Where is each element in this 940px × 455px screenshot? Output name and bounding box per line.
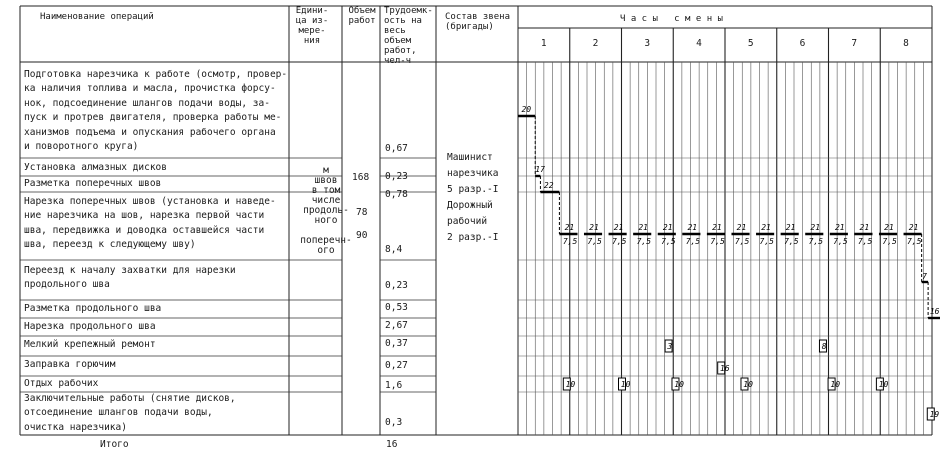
bar-cut-bottom-label: 7,5 xyxy=(734,237,750,246)
rest-box-label: 10 xyxy=(743,380,753,389)
final-box-label: 19 xyxy=(929,410,940,419)
header-crew: Состав звена (бригады) xyxy=(445,12,511,32)
hour-label: 6 xyxy=(799,38,806,49)
unit-cell: м швов в том числе продоль- ного поперечн- ого xyxy=(300,165,352,256)
operation-name: Разметка продольного шва xyxy=(24,303,162,314)
bar-cut-bottom-label: 7,5 xyxy=(882,237,897,246)
operation-name: Нарезка поперечных швов (установка и наведе- ние нарезчика на шов, нарезка первой части шва, передвижка и доводка оставшейся части шва, переезд к следующему шву) xyxy=(24,196,276,251)
operation-labor: 0,3 xyxy=(385,417,403,428)
bar-cut-top-label: 21 xyxy=(859,223,870,232)
operation-labor: 0,27 xyxy=(385,360,408,371)
operation-name: Заключительные работы (снятие дисков, отсоединение шлангов подачи воды, очистка нарезчика) xyxy=(24,393,236,433)
operation-labor: 1,6 xyxy=(385,380,403,391)
operation-name: Мелкий крепежный ремонт xyxy=(24,339,156,350)
bar-cut-top-label: 21 xyxy=(662,223,673,232)
bar-cut-bottom-label: 7,5 xyxy=(661,237,676,246)
bar-cut-bottom-label: 7,5 xyxy=(833,237,848,246)
repair-box-label: 3 xyxy=(667,342,673,351)
bar-cut-bottom-label: 7,5 xyxy=(612,237,627,246)
bar-cut-top-label: 21 xyxy=(908,223,919,232)
header-volume: Объем работ xyxy=(348,6,376,26)
bar-mark-label: 22 xyxy=(543,181,554,190)
volume-longitudinal: 78 xyxy=(356,207,368,218)
bar-cut-top-label: 21 xyxy=(810,223,821,232)
operation-name: Нарезка продольного шва xyxy=(24,321,156,332)
hour-label: 2 xyxy=(592,38,599,49)
operation-name: Подготовка нарезчика к работе (осмотр, провер- ка наличия топлива и масла, прочистка форсу- нок, подсоединение шлангов подачи воды, за- пуск и протрев двигателя, проверка работы ме- ханизмов подъема и опускания рабочего органа и поворотного круга) xyxy=(24,69,288,153)
bar-cut-bottom-label: 7,5 xyxy=(562,237,578,246)
rest-box-label: 10 xyxy=(878,380,889,389)
fuel-box-label: 16 xyxy=(719,364,730,373)
hour-label: 5 xyxy=(747,38,754,49)
bar-move-label: 7 xyxy=(922,272,927,281)
bar-cut-top-label: 21 xyxy=(564,223,575,232)
header-hours: Ч а с ы с м е н ы xyxy=(620,14,723,24)
header-operations: Наименование операций xyxy=(40,12,154,22)
total-label: Итого xyxy=(100,439,129,450)
bar-cut-top-label: 21 xyxy=(761,223,771,232)
bar-cut-bottom-label: 7,5 xyxy=(685,237,701,246)
bar-install-label: 17 xyxy=(535,165,545,174)
operation-labor: 0,67 xyxy=(385,143,408,154)
operation-name: Отдых рабочих xyxy=(24,378,99,389)
bar-cut-top-label: 21 xyxy=(736,223,747,232)
volume-total: 168 xyxy=(352,172,370,183)
hour-label: 4 xyxy=(696,38,702,49)
bar-cut-bottom-label: 7,5 xyxy=(784,237,799,246)
bar-mark-long-label: 16 xyxy=(929,307,940,316)
bar-cut-top-label: 21 xyxy=(785,223,796,232)
bar-cut-bottom-label: 7,5 xyxy=(710,237,725,246)
hour-label: 1 xyxy=(540,38,547,49)
volume-transverse: 90 xyxy=(356,230,368,241)
hour-label: 8 xyxy=(903,38,909,49)
operation-labor: 2,67 xyxy=(385,320,408,331)
bar-cut-top-label: 21 xyxy=(884,223,894,232)
bar-cut-bottom-label: 7,5 xyxy=(587,237,602,246)
bar-cut-bottom-label: 7,5 xyxy=(808,237,824,246)
repair-box-label: 8 xyxy=(821,342,827,351)
total-value: 16 xyxy=(386,439,398,450)
bar-cut-top-label: 21 xyxy=(613,223,624,232)
bar-cut-bottom-label: 7,5 xyxy=(636,237,652,246)
bar-cut-bottom-label: 7,5 xyxy=(759,237,774,246)
operation-name: Заправка горючим xyxy=(24,359,116,370)
rest-box-label: 10 xyxy=(565,380,576,389)
operation-labor: 8,4 xyxy=(385,244,403,255)
bar-cut-bottom-label: 7,5 xyxy=(906,237,922,246)
bar-cut-top-label: 21 xyxy=(834,223,845,232)
rest-box-label: 10 xyxy=(830,380,841,389)
rest-box-label: 10 xyxy=(674,380,684,389)
bar-prep-label: 20 xyxy=(521,105,532,114)
operation-labor: 0,23 xyxy=(385,280,408,291)
operation-name: Установка алмазных дисков xyxy=(24,162,167,173)
bar-cut-top-label: 21 xyxy=(589,223,599,232)
hour-label: 7 xyxy=(851,38,858,49)
header-unit: Едини- ца из- мере- ния xyxy=(295,6,329,46)
crew-cell: Машинист нарезчика 5 разр.-I Дорожный рабочий 2 разр.-I xyxy=(447,152,499,243)
bar-cut-top-label: 21 xyxy=(687,223,698,232)
operation-labor: 0,37 xyxy=(385,338,408,349)
operation-labor: 0,53 xyxy=(385,302,408,313)
bar-cut-bottom-label: 7,5 xyxy=(857,237,873,246)
operation-name: Разметка поперечных швов xyxy=(24,178,162,189)
operation-labor: 0,23 xyxy=(385,171,408,182)
operation-labor: 0,78 xyxy=(385,189,408,200)
operation-name: Переезд к началу захватки для нарезки продольного шва xyxy=(24,265,236,291)
bar-cut-top-label: 21 xyxy=(712,223,722,232)
header-labor: Трудоемк- ость на весь объем работ, чел-ч xyxy=(384,6,433,66)
hour-label: 3 xyxy=(644,38,651,49)
bar-cut-top-label: 21 xyxy=(638,223,648,232)
rest-box-label: 10 xyxy=(620,380,631,389)
